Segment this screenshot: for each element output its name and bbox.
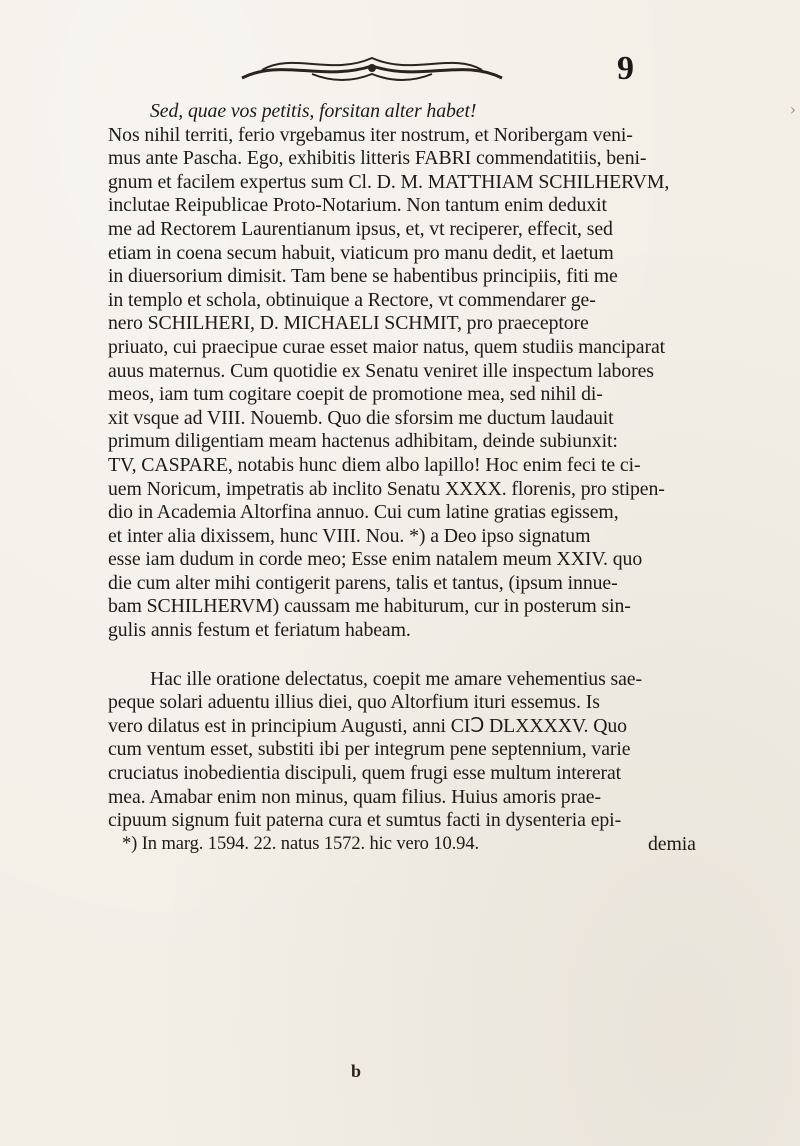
text-line: gnum et facilem expertus sum Cl. D. M. MATTHIAM SCHILHERVM, — [108, 170, 670, 193]
signature-mark: b — [351, 1061, 362, 1081]
text-line: cipuum signum fuit paterna cura et sumtus facti in dysenteria epi- — [108, 809, 622, 832]
text-line: esse iam dudum in corde meo; Esse enim natalem meum XXIV. quo — [108, 548, 643, 571]
page-number: 9 — [617, 50, 634, 87]
text-line: TV, CASPARE, notabis hunc diem albo lapillo! Hoc enim feci te ci- — [108, 453, 641, 476]
text-line: nero SCHILHERI, D. MICHAELI SCHMIT, pro praeceptore — [108, 312, 589, 335]
text-line: etiam in coena secum habuit, viaticum pro manu dedit, et laetum — [108, 241, 614, 264]
text-line: vero dilatus est in principium Augusti, anni CIↃ DLXXXXV. Quo — [108, 714, 627, 737]
text-line: inclutae Reipublicae Proto-Notarium. Non tantum enim deduxit — [108, 194, 607, 217]
catchword: demia — [648, 832, 696, 855]
text-line: xit vsque ad VIII. Nouemb. Quo die sforsim me ductum laudauit — [108, 406, 614, 429]
body-text — [108, 100, 788, 856]
text-line: auus maternus. Cum quotidie ex Senatu veniret ille inspectum labores — [108, 359, 654, 382]
text-line: cruciatus inobedientia discipuli, quem frugi esse multum intererat — [108, 762, 622, 785]
text-line: priuato, cui praecipue curae esset maior natus, quem studiis manciparat — [108, 335, 666, 358]
text-line: in diuersorium dimisit. Tam bene se habentibus principiis, fiti me — [108, 265, 618, 288]
text-line: bam SCHILHERVM) caussam me habiturum, cur in posterum sin- — [108, 595, 631, 618]
text-line: dio in Academia Altorfina annuo. Cui cum latine gratias egissem, — [108, 501, 619, 524]
opening-verse: Sed, quae vos petitis, forsitan alter habet! — [150, 100, 477, 122]
text-line: die cum alter mihi contigerit parens, talis et tantus, (ipsum innue- — [108, 571, 618, 594]
text-line: peque solari aduentu illius diei, quo Altorfium ituri essemus. Is — [108, 691, 600, 714]
text-line: in templo et schola, obtinuique a Rectore, vt commendarer ge- — [108, 288, 596, 311]
text-line: meos, iam tum cogitare coepit de promotione mea, sed nihil di- — [108, 383, 603, 406]
text-line: gulis annis festum et feriatum habeam. — [108, 619, 411, 642]
text-line: Hac ille oratione delectatus, coepit me amare vehementius sae- — [150, 667, 642, 690]
text-line: me ad Rectorem Laurentianum ipsus, et, vt reciperer, effecit, sed — [108, 217, 613, 240]
text-line: mea. Amabar enim non minus, quam filius. Huius amoris prae- — [108, 785, 601, 808]
text-line: primum diligentiam meam hactenus adhibitam, deinde subiunxit: — [108, 430, 618, 453]
text-line: et inter alia dixissem, hunc VIII. Nou. *) a Deo ipso signatum — [108, 524, 591, 547]
text-line: cum ventum esset, substiti ibi per integrum pene septennium, varie — [108, 738, 631, 761]
text-line: mus ante Pascha. Ego, exhibitis litteris FABRI commendatitiis, beni- — [108, 147, 647, 170]
footnote: *) In marg. 1594. 22. natus 1572. hic vero 10.94. — [122, 833, 479, 854]
decorative-headpiece — [222, 48, 522, 84]
margin-mark: › — [789, 100, 796, 119]
text-line: Nos nihil territi, ferio vrgebamus iter nostrum, et Noribergam veni- — [108, 123, 633, 146]
text-line: uem Noricum, impetratis ab inclito Senatu XXXX. florenis, pro stipen- — [108, 477, 665, 500]
